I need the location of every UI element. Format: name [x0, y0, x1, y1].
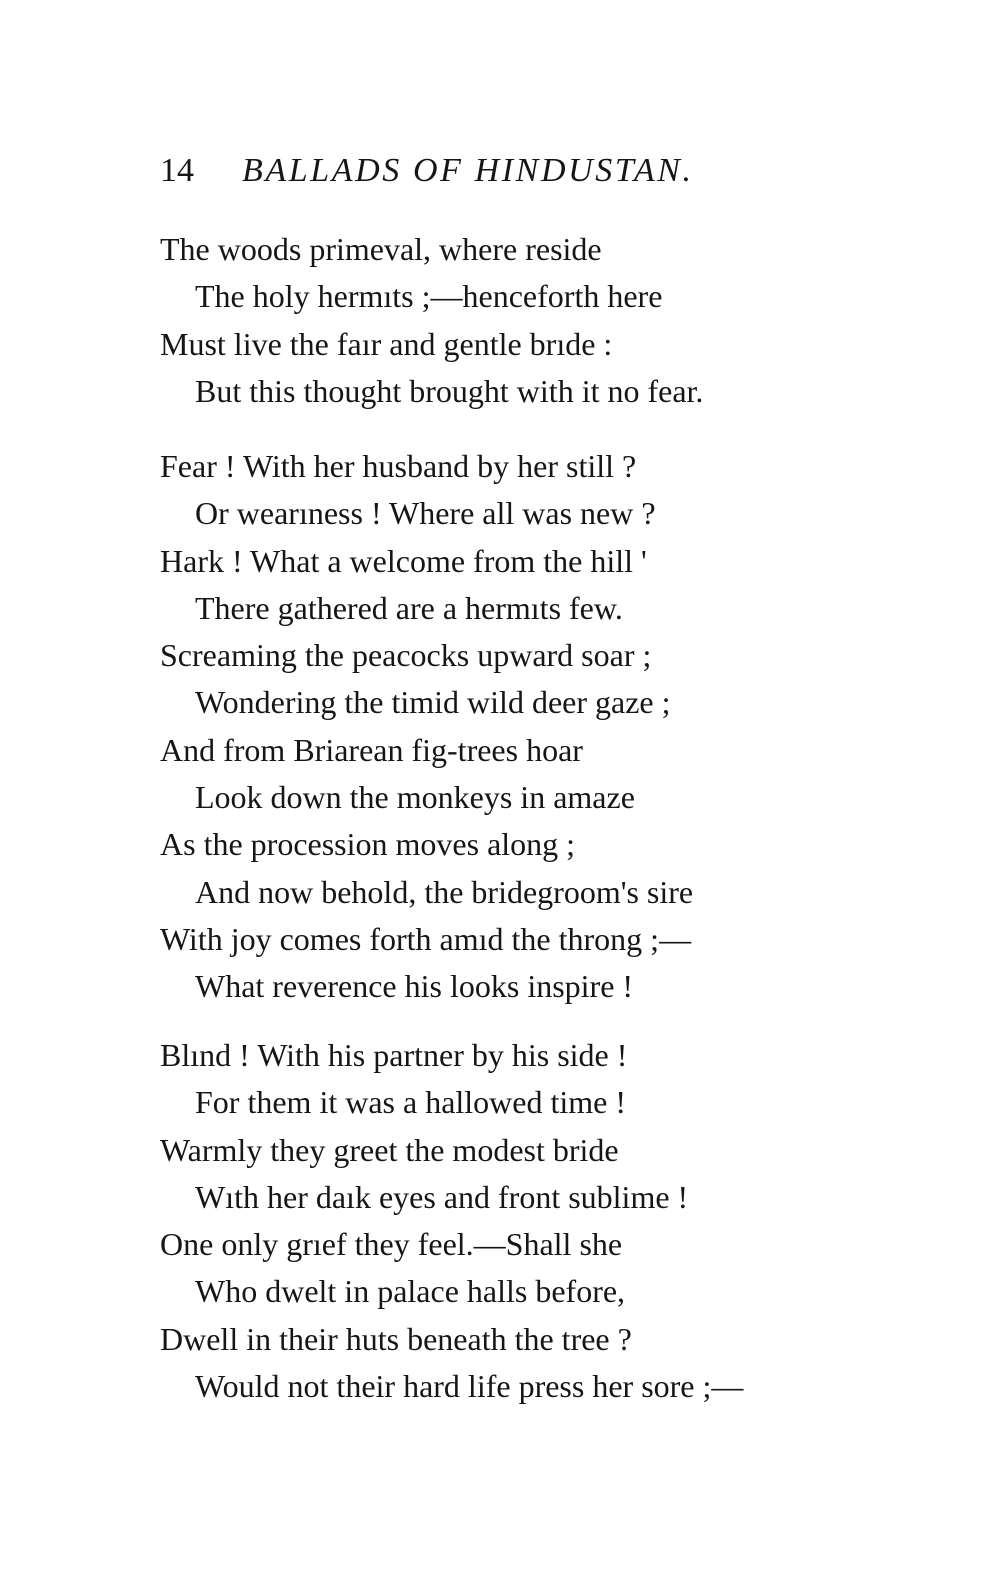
verse-line: One only grıef they feel.—Shall she	[160, 1226, 623, 1263]
verse-line: The woods primeval, where reside	[160, 231, 602, 267]
verse-line: As the procession moves along ;	[160, 826, 576, 863]
stanza-1	[160, 226, 880, 415]
stanza-3	[160, 1032, 880, 1410]
verse-line: Would not their hard life press her sore ;—	[195, 1368, 744, 1405]
page-number: 14	[160, 152, 194, 189]
verse-line: The holy hermıts ;—henceforth here	[195, 278, 663, 315]
verse-line: Hark ! What a welcome from the hill '	[160, 542, 647, 579]
verse-line: Fear ! With her husband by her still ?	[160, 448, 637, 484]
verse-line: Blınd ! With his partner by his side !	[160, 1037, 628, 1073]
verse-line: Wondering the timid wild deer gaze ;	[195, 684, 671, 721]
verse-line: What reverence his looks inspire !	[195, 968, 634, 1005]
verse-line: But this thought brought with it no fear.	[195, 372, 704, 409]
verse-line: Must live the faır and gentle brıde :	[160, 325, 613, 362]
verse-line: Or wearıness ! Where all was new ?	[195, 495, 656, 532]
verse-line: And from Briarean fig-trees hoar	[160, 731, 583, 768]
page-header	[160, 152, 860, 202]
verse-line: Look down the monkeys in amaze	[195, 779, 635, 816]
verse-line: Screaming the peacocks upward soar ;	[160, 637, 652, 674]
verse-line: Who dwelt in palace halls before,	[195, 1273, 626, 1310]
running-title: BALLADS OF HINDUSTAN.	[242, 152, 694, 189]
verse-line: Dwell in their huts beneath the tree ?	[160, 1320, 632, 1357]
verse-line: There gathered are a hermıts few.	[195, 589, 623, 626]
verse-line: Wıth her daık eyes and front sublime !	[195, 1178, 689, 1215]
verse-line: Warmly they greet the modest bride	[160, 1131, 619, 1168]
stanza-2	[160, 443, 880, 1011]
verse-line: And now behold, the bridegroom's sire	[195, 873, 694, 910]
verse-line: With joy comes forth amıd the throng ;—	[160, 920, 692, 957]
verse-line: For them it was a hallowed time !	[195, 1084, 627, 1121]
